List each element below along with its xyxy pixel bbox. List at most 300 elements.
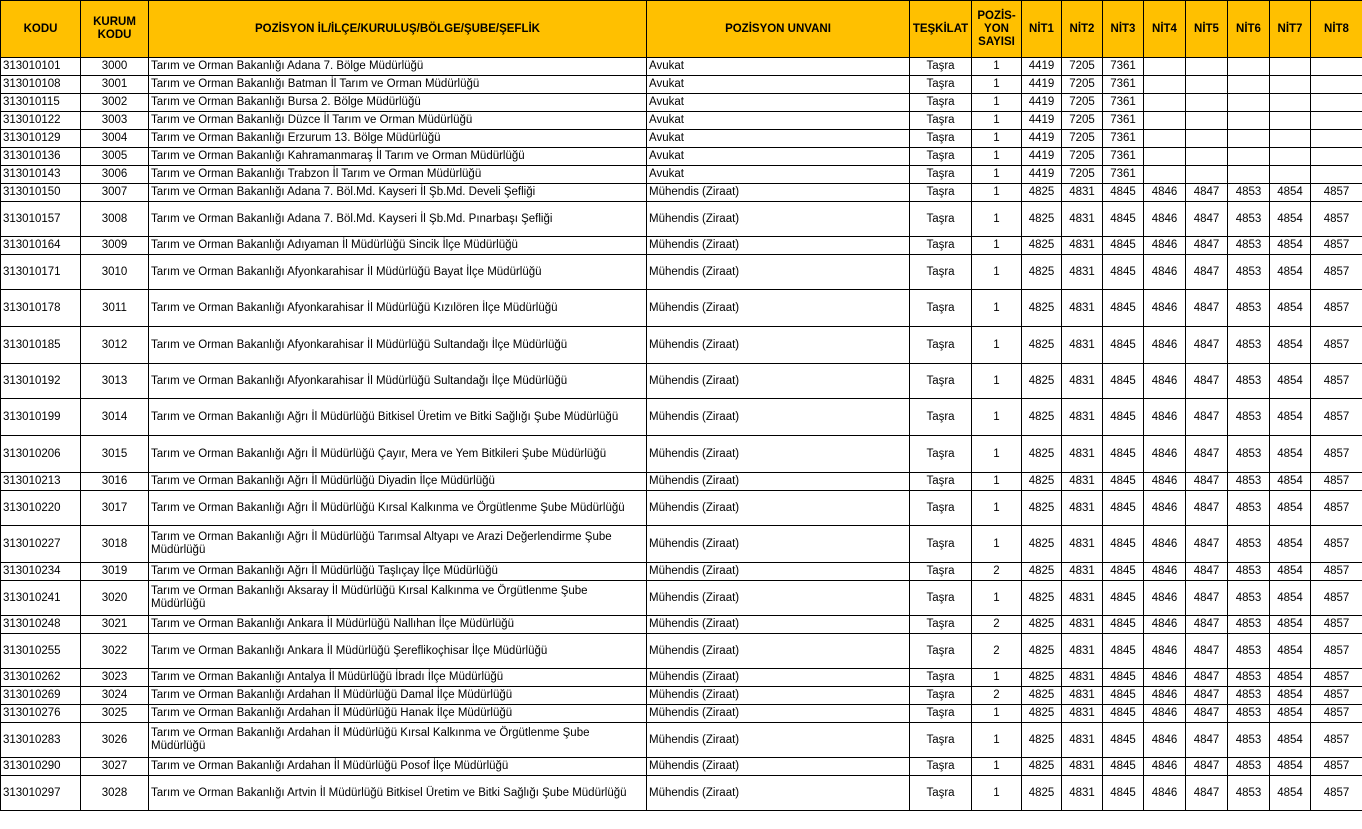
kurum-kodu-cell: 3023	[81, 669, 149, 687]
kurum-kodu-cell: 3022	[81, 634, 149, 669]
kodu-cell: 313010297	[1, 776, 81, 811]
table-row	[1, 776, 1362, 811]
nit-cell: 4831	[1062, 290, 1103, 327]
kodu-cell: 313010206	[1, 436, 81, 473]
kodu-cell: 313010199	[1, 399, 81, 436]
column-header: NİT6	[1228, 1, 1270, 58]
nit-cell: 4857	[1311, 237, 1362, 255]
unvan-cell: Mühendis (Ziraat)	[647, 202, 910, 237]
nit-cell: 4846	[1144, 327, 1186, 364]
nit-cell: 4853	[1228, 202, 1270, 237]
column-header: NİT1	[1022, 1, 1062, 58]
nit-cell: 4857	[1311, 399, 1362, 436]
unvan-cell: Avukat	[647, 94, 910, 112]
nit-cell: 4831	[1062, 399, 1103, 436]
pozisyon-sayisi-cell: 1	[972, 166, 1022, 184]
nit-cell: 4857	[1311, 436, 1362, 473]
nit-cell	[1186, 130, 1228, 148]
nit-cell: 4854	[1270, 237, 1311, 255]
nit-cell	[1144, 76, 1186, 94]
nit-cell: 4857	[1311, 687, 1362, 705]
nit-cell: 4857	[1311, 776, 1362, 811]
unvan-cell: Mühendis (Ziraat)	[647, 705, 910, 723]
column-header: POZİSYON UNVANI	[647, 1, 910, 58]
unvan-cell: Mühendis (Ziraat)	[647, 290, 910, 327]
nit-cell: 4831	[1062, 327, 1103, 364]
kurum-kodu-cell: 3026	[81, 723, 149, 758]
pozisyon-sayisi-cell: 1	[972, 255, 1022, 290]
pozisyon-cell: Tarım ve Orman Bakanlığı Afyonkarahisar İl Müdürlüğü Sultandağı İlçe Müdürlüğü	[149, 364, 647, 399]
table-row	[1, 634, 1362, 669]
nit-cell: 7205	[1062, 76, 1103, 94]
table-row	[1, 130, 1362, 148]
pozisyon-cell: Tarım ve Orman Bakanlığı Adıyaman İl Müdürlüğü Sincik İlçe Müdürlüğü	[149, 237, 647, 255]
pozisyon-sayisi-cell: 1	[972, 184, 1022, 202]
nit-cell	[1144, 112, 1186, 130]
table-row	[1, 705, 1362, 723]
pozisyon-sayisi-cell: 1	[972, 399, 1022, 436]
pozisyon-cell: Tarım ve Orman Bakanlığı Artvin İl Müdürlüğü Bitkisel Üretim ve Bitki Sağlığı Şube Müdürlüğü	[149, 776, 647, 811]
pozisyon-sayisi-cell: 2	[972, 687, 1022, 705]
nit-cell: 4825	[1022, 776, 1062, 811]
nit-cell: 4846	[1144, 563, 1186, 581]
column-header: NİT3	[1103, 1, 1144, 58]
nit-cell	[1270, 148, 1311, 166]
nit-cell: 4854	[1270, 669, 1311, 687]
unvan-cell: Mühendis (Ziraat)	[647, 436, 910, 473]
pozisyon-cell: Tarım ve Orman Bakanlığı Afyonkarahisar İl Müdürlüğü Bayat İlçe Müdürlüğü	[149, 255, 647, 290]
nit-cell: 7361	[1103, 76, 1144, 94]
nit-cell: 4846	[1144, 237, 1186, 255]
nit-cell: 4846	[1144, 723, 1186, 758]
unvan-cell: Avukat	[647, 148, 910, 166]
pozisyon-cell: Tarım ve Orman Bakanlığı Antalya İl Müdürlüğü İbradı İlçe Müdürlüğü	[149, 669, 647, 687]
nit-cell	[1228, 58, 1270, 76]
kurum-kodu-cell: 3002	[81, 94, 149, 112]
teskilat-cell: Taşra	[910, 491, 972, 526]
nit-cell: 4845	[1103, 290, 1144, 327]
unvan-cell: Mühendis (Ziraat)	[647, 526, 910, 563]
nit-cell: 4825	[1022, 758, 1062, 776]
column-header: NİT2	[1062, 1, 1103, 58]
unvan-cell: Avukat	[647, 112, 910, 130]
nit-cell	[1311, 166, 1362, 184]
nit-cell: 4857	[1311, 202, 1362, 237]
nit-cell	[1186, 76, 1228, 94]
kodu-cell: 313010171	[1, 255, 81, 290]
nit-cell: 7205	[1062, 112, 1103, 130]
unvan-cell: Mühendis (Ziraat)	[647, 634, 910, 669]
kurum-kodu-cell: 3011	[81, 290, 149, 327]
nit-cell	[1270, 94, 1311, 112]
nit-cell: 4854	[1270, 184, 1311, 202]
nit-cell: 4847	[1186, 563, 1228, 581]
nit-cell: 4831	[1062, 705, 1103, 723]
unvan-cell: Mühendis (Ziraat)	[647, 563, 910, 581]
nit-cell: 4847	[1186, 202, 1228, 237]
nit-cell: 4854	[1270, 364, 1311, 399]
nit-cell: 7361	[1103, 94, 1144, 112]
kodu-cell: 313010150	[1, 184, 81, 202]
nit-cell: 4825	[1022, 634, 1062, 669]
kurum-kodu-cell: 3009	[81, 237, 149, 255]
nit-cell: 4831	[1062, 473, 1103, 491]
nit-cell: 7361	[1103, 166, 1144, 184]
header-row	[1, 1, 1362, 58]
nit-cell: 4854	[1270, 399, 1311, 436]
column-header: KODU	[1, 1, 81, 58]
table-row	[1, 616, 1362, 634]
pozisyon-sayisi-cell: 1	[972, 723, 1022, 758]
teskilat-cell: Taşra	[910, 705, 972, 723]
nit-cell: 4419	[1022, 94, 1062, 112]
nit-cell: 4847	[1186, 491, 1228, 526]
nit-cell: 4831	[1062, 184, 1103, 202]
teskilat-cell: Taşra	[910, 112, 972, 130]
nit-cell: 4831	[1062, 436, 1103, 473]
kodu-cell: 313010178	[1, 290, 81, 327]
kodu-cell: 313010143	[1, 166, 81, 184]
nit-cell: 4846	[1144, 202, 1186, 237]
nit-cell: 4845	[1103, 563, 1144, 581]
nit-cell: 4854	[1270, 255, 1311, 290]
nit-cell: 7361	[1103, 130, 1144, 148]
nit-cell	[1228, 148, 1270, 166]
nit-cell: 4847	[1186, 184, 1228, 202]
pozisyon-cell: Tarım ve Orman Bakanlığı Ağrı İl Müdürlüğü Kırsal Kalkınma ve Örgütlenme Şube Müdürlüğü	[149, 491, 647, 526]
nit-cell	[1311, 130, 1362, 148]
unvan-cell: Mühendis (Ziraat)	[647, 669, 910, 687]
pozisyon-cell: Tarım ve Orman Bakanlığı Ağrı İl Müdürlüğü Tarımsal Altyapı ve Arazi Değerlendirme Şube Müdürlüğü	[149, 526, 647, 563]
pozisyon-cell: Tarım ve Orman Bakanlığı Adana 7. Böl.Md. Kayseri İl Şb.Md. Pınarbaşı Şefliği	[149, 202, 647, 237]
nit-cell: 4846	[1144, 290, 1186, 327]
nit-cell: 4846	[1144, 364, 1186, 399]
pozisyon-sayisi-cell: 1	[972, 581, 1022, 616]
nit-cell: 4831	[1062, 669, 1103, 687]
nit-cell	[1228, 94, 1270, 112]
pozisyon-cell: Tarım ve Orman Bakanlığı Batman İl Tarım ve Orman Müdürlüğü	[149, 76, 647, 94]
nit-cell: 4847	[1186, 399, 1228, 436]
nit-cell: 4857	[1311, 255, 1362, 290]
pozisyon-sayisi-cell: 1	[972, 148, 1022, 166]
nit-cell: 4854	[1270, 491, 1311, 526]
teskilat-cell: Taşra	[910, 687, 972, 705]
nit-cell: 4845	[1103, 723, 1144, 758]
pozisyon-cell: Tarım ve Orman Bakanlığı Ağrı İl Müdürlüğü Çayır, Mera ve Yem Bitkileri Şube Müdürlüğü	[149, 436, 647, 473]
nit-cell: 4857	[1311, 705, 1362, 723]
nit-cell: 4831	[1062, 563, 1103, 581]
unvan-cell: Avukat	[647, 58, 910, 76]
nit-cell: 7205	[1062, 166, 1103, 184]
nit-cell: 4857	[1311, 581, 1362, 616]
teskilat-cell: Taşra	[910, 758, 972, 776]
nit-cell: 4845	[1103, 327, 1144, 364]
kurum-kodu-cell: 3016	[81, 473, 149, 491]
nit-cell: 4857	[1311, 616, 1362, 634]
nit-cell: 4845	[1103, 399, 1144, 436]
teskilat-cell: Taşra	[910, 184, 972, 202]
teskilat-cell: Taşra	[910, 364, 972, 399]
table-row	[1, 76, 1362, 94]
nit-cell: 7205	[1062, 148, 1103, 166]
unvan-cell: Mühendis (Ziraat)	[647, 364, 910, 399]
nit-cell: 4853	[1228, 776, 1270, 811]
nit-cell: 4846	[1144, 634, 1186, 669]
nit-cell	[1270, 166, 1311, 184]
pozisyon-cell: Tarım ve Orman Bakanlığı Kahramanmaraş İl Tarım ve Orman Müdürlüğü	[149, 148, 647, 166]
pozisyon-sayisi-cell: 1	[972, 705, 1022, 723]
nit-cell: 4846	[1144, 184, 1186, 202]
nit-cell	[1144, 148, 1186, 166]
nit-cell: 4825	[1022, 563, 1062, 581]
pozisyon-sayisi-cell: 2	[972, 563, 1022, 581]
column-header: NİT4	[1144, 1, 1186, 58]
unvan-cell: Mühendis (Ziraat)	[647, 255, 910, 290]
nit-cell: 4854	[1270, 290, 1311, 327]
teskilat-cell: Taşra	[910, 166, 972, 184]
pozisyon-cell: Tarım ve Orman Bakanlığı Ardahan İl Müdürlüğü Damal İlçe Müdürlüğü	[149, 687, 647, 705]
nit-cell: 4825	[1022, 290, 1062, 327]
nit-cell: 4853	[1228, 237, 1270, 255]
nit-cell: 4845	[1103, 491, 1144, 526]
pozisyon-sayisi-cell: 1	[972, 669, 1022, 687]
nit-cell: 4857	[1311, 563, 1362, 581]
nit-cell	[1186, 166, 1228, 184]
unvan-cell: Mühendis (Ziraat)	[647, 237, 910, 255]
nit-cell: 4846	[1144, 255, 1186, 290]
nit-cell	[1270, 130, 1311, 148]
kurum-kodu-cell: 3008	[81, 202, 149, 237]
nit-cell: 4847	[1186, 687, 1228, 705]
nit-cell: 4825	[1022, 723, 1062, 758]
column-header: KURUM KODU	[81, 1, 149, 58]
nit-cell	[1270, 112, 1311, 130]
nit-cell: 4846	[1144, 491, 1186, 526]
table-row	[1, 166, 1362, 184]
teskilat-cell: Taşra	[910, 563, 972, 581]
kodu-cell: 313010185	[1, 327, 81, 364]
nit-cell: 4857	[1311, 290, 1362, 327]
nit-cell: 7361	[1103, 148, 1144, 166]
kurum-kodu-cell: 3001	[81, 76, 149, 94]
nit-cell: 4831	[1062, 687, 1103, 705]
nit-cell: 4831	[1062, 202, 1103, 237]
unvan-cell: Mühendis (Ziraat)	[647, 616, 910, 634]
nit-cell: 4854	[1270, 563, 1311, 581]
nit-cell: 4847	[1186, 723, 1228, 758]
nit-cell: 4847	[1186, 705, 1228, 723]
kurum-kodu-cell: 3014	[81, 399, 149, 436]
pozisyon-sayisi-cell: 1	[972, 364, 1022, 399]
column-header: NİT8	[1311, 1, 1362, 58]
nit-cell: 4853	[1228, 290, 1270, 327]
nit-cell: 4847	[1186, 616, 1228, 634]
nit-cell: 4845	[1103, 202, 1144, 237]
nit-cell: 4857	[1311, 758, 1362, 776]
nit-cell: 4845	[1103, 436, 1144, 473]
pozisyon-sayisi-cell: 1	[972, 290, 1022, 327]
nit-cell: 4847	[1186, 364, 1228, 399]
kurum-kodu-cell: 3012	[81, 327, 149, 364]
nit-cell: 4419	[1022, 166, 1062, 184]
nit-cell	[1144, 130, 1186, 148]
unvan-cell: Mühendis (Ziraat)	[647, 776, 910, 811]
nit-cell: 4825	[1022, 327, 1062, 364]
table-row	[1, 327, 1362, 364]
nit-cell: 4419	[1022, 148, 1062, 166]
table-row	[1, 148, 1362, 166]
nit-cell: 4853	[1228, 687, 1270, 705]
unvan-cell: Mühendis (Ziraat)	[647, 687, 910, 705]
teskilat-cell: Taşra	[910, 327, 972, 364]
kurum-kodu-cell: 3007	[81, 184, 149, 202]
pozisyon-cell: Tarım ve Orman Bakanlığı Ankara İl Müdürlüğü Şereflikoçhisar İlçe Müdürlüğü	[149, 634, 647, 669]
nit-cell	[1144, 58, 1186, 76]
nit-cell	[1228, 76, 1270, 94]
nit-cell: 4825	[1022, 473, 1062, 491]
nit-cell: 4845	[1103, 687, 1144, 705]
column-header: NİT5	[1186, 1, 1228, 58]
column-header: POZİSYON İL/İLÇE/KURULUŞ/BÖLGE/ŞUBE/ŞEFLİK	[149, 1, 647, 58]
teskilat-cell: Taşra	[910, 202, 972, 237]
teskilat-cell: Taşra	[910, 669, 972, 687]
pozisyon-sayisi-cell: 1	[972, 473, 1022, 491]
table-row	[1, 758, 1362, 776]
nit-cell: 4846	[1144, 581, 1186, 616]
nit-cell: 4847	[1186, 581, 1228, 616]
nit-cell: 4846	[1144, 616, 1186, 634]
teskilat-cell: Taşra	[910, 634, 972, 669]
nit-cell: 4419	[1022, 130, 1062, 148]
nit-cell: 4847	[1186, 327, 1228, 364]
table-row	[1, 723, 1362, 758]
kurum-kodu-cell: 3003	[81, 112, 149, 130]
nit-cell: 4854	[1270, 202, 1311, 237]
kurum-kodu-cell: 3013	[81, 364, 149, 399]
nit-cell: 4854	[1270, 526, 1311, 563]
unvan-cell: Mühendis (Ziraat)	[647, 473, 910, 491]
nit-cell: 4845	[1103, 526, 1144, 563]
kurum-kodu-cell: 3025	[81, 705, 149, 723]
teskilat-cell: Taşra	[910, 723, 972, 758]
nit-cell: 4857	[1311, 364, 1362, 399]
nit-cell: 4831	[1062, 255, 1103, 290]
teskilat-cell: Taşra	[910, 58, 972, 76]
nit-cell: 4831	[1062, 723, 1103, 758]
nit-cell: 4825	[1022, 687, 1062, 705]
kodu-cell: 313010108	[1, 76, 81, 94]
nit-cell	[1270, 76, 1311, 94]
table-row	[1, 255, 1362, 290]
kodu-cell: 313010192	[1, 364, 81, 399]
nit-cell: 4853	[1228, 473, 1270, 491]
column-header: TEŞKİLAT	[910, 1, 972, 58]
unvan-cell: Mühendis (Ziraat)	[647, 758, 910, 776]
nit-cell: 4845	[1103, 634, 1144, 669]
nit-cell: 4846	[1144, 776, 1186, 811]
nit-cell: 4825	[1022, 364, 1062, 399]
pozisyon-cell: Tarım ve Orman Bakanlığı Aksaray İl Müdürlüğü Kırsal Kalkınma ve Örgütlenme Şube Müdürlüğü	[149, 581, 647, 616]
nit-cell	[1311, 148, 1362, 166]
kurum-kodu-cell: 3004	[81, 130, 149, 148]
nit-cell: 4825	[1022, 669, 1062, 687]
kodu-cell: 313010136	[1, 148, 81, 166]
nit-cell: 4845	[1103, 237, 1144, 255]
kodu-cell: 313010157	[1, 202, 81, 237]
nit-cell: 4853	[1228, 491, 1270, 526]
unvan-cell: Avukat	[647, 166, 910, 184]
nit-cell: 4857	[1311, 634, 1362, 669]
teskilat-cell: Taşra	[910, 237, 972, 255]
kodu-cell: 313010220	[1, 491, 81, 526]
kodu-cell: 313010290	[1, 758, 81, 776]
table-row	[1, 581, 1362, 616]
table-row	[1, 563, 1362, 581]
pozisyon-cell: Tarım ve Orman Bakanlığı Ardahan İl Müdürlüğü Posof İlçe Müdürlüğü	[149, 758, 647, 776]
teskilat-cell: Taşra	[910, 130, 972, 148]
kurum-kodu-cell: 3018	[81, 526, 149, 563]
nit-cell: 4831	[1062, 364, 1103, 399]
kodu-cell: 313010283	[1, 723, 81, 758]
pozisyon-cell: Tarım ve Orman Bakanlığı Ağrı İl Müdürlüğü Bitkisel Üretim ve Bitki Sağlığı Şube Müdürlüğü	[149, 399, 647, 436]
nit-cell: 4845	[1103, 776, 1144, 811]
pozisyon-sayisi-cell: 1	[972, 776, 1022, 811]
nit-cell	[1144, 94, 1186, 112]
pozisyon-cell: Tarım ve Orman Bakanlığı Erzurum 13. Bölge Müdürlüğü	[149, 130, 647, 148]
table-row	[1, 290, 1362, 327]
nit-cell: 4419	[1022, 58, 1062, 76]
nit-cell: 4845	[1103, 364, 1144, 399]
pozisyon-sayisi-cell: 1	[972, 327, 1022, 364]
nit-cell: 4831	[1062, 758, 1103, 776]
nit-cell: 7205	[1062, 130, 1103, 148]
pozisyon-sayisi-cell: 1	[972, 94, 1022, 112]
nit-cell: 4845	[1103, 616, 1144, 634]
pozisyon-cell: Tarım ve Orman Bakanlığı Ardahan İl Müdürlüğü Kırsal Kalkınma ve Örgütlenme Şube Müdürlüğü	[149, 723, 647, 758]
nit-cell: 4845	[1103, 669, 1144, 687]
teskilat-cell: Taşra	[910, 776, 972, 811]
nit-cell: 4831	[1062, 634, 1103, 669]
nit-cell	[1311, 112, 1362, 130]
table-row	[1, 687, 1362, 705]
nit-cell: 4853	[1228, 184, 1270, 202]
nit-cell: 4846	[1144, 669, 1186, 687]
nit-cell: 4853	[1228, 364, 1270, 399]
table-row	[1, 491, 1362, 526]
unvan-cell: Mühendis (Ziraat)	[647, 327, 910, 364]
nit-cell: 4857	[1311, 669, 1362, 687]
nit-cell: 7205	[1062, 94, 1103, 112]
kodu-cell: 313010255	[1, 634, 81, 669]
nit-cell: 4847	[1186, 758, 1228, 776]
nit-cell: 4846	[1144, 687, 1186, 705]
pozisyon-cell: Tarım ve Orman Bakanlığı Afyonkarahisar İl Müdürlüğü Sultandağı İlçe Müdürlüğü	[149, 327, 647, 364]
teskilat-cell: Taşra	[910, 148, 972, 166]
teskilat-cell: Taşra	[910, 526, 972, 563]
nit-cell: 4853	[1228, 616, 1270, 634]
kodu-cell: 313010276	[1, 705, 81, 723]
kurum-kodu-cell: 3021	[81, 616, 149, 634]
nit-cell: 4853	[1228, 723, 1270, 758]
nit-cell: 4853	[1228, 634, 1270, 669]
table-row	[1, 526, 1362, 563]
pozisyon-sayisi-cell: 1	[972, 112, 1022, 130]
table-body	[1, 58, 1362, 811]
nit-cell: 4831	[1062, 776, 1103, 811]
kodu-cell: 313010248	[1, 616, 81, 634]
table-row	[1, 473, 1362, 491]
nit-cell: 4831	[1062, 526, 1103, 563]
